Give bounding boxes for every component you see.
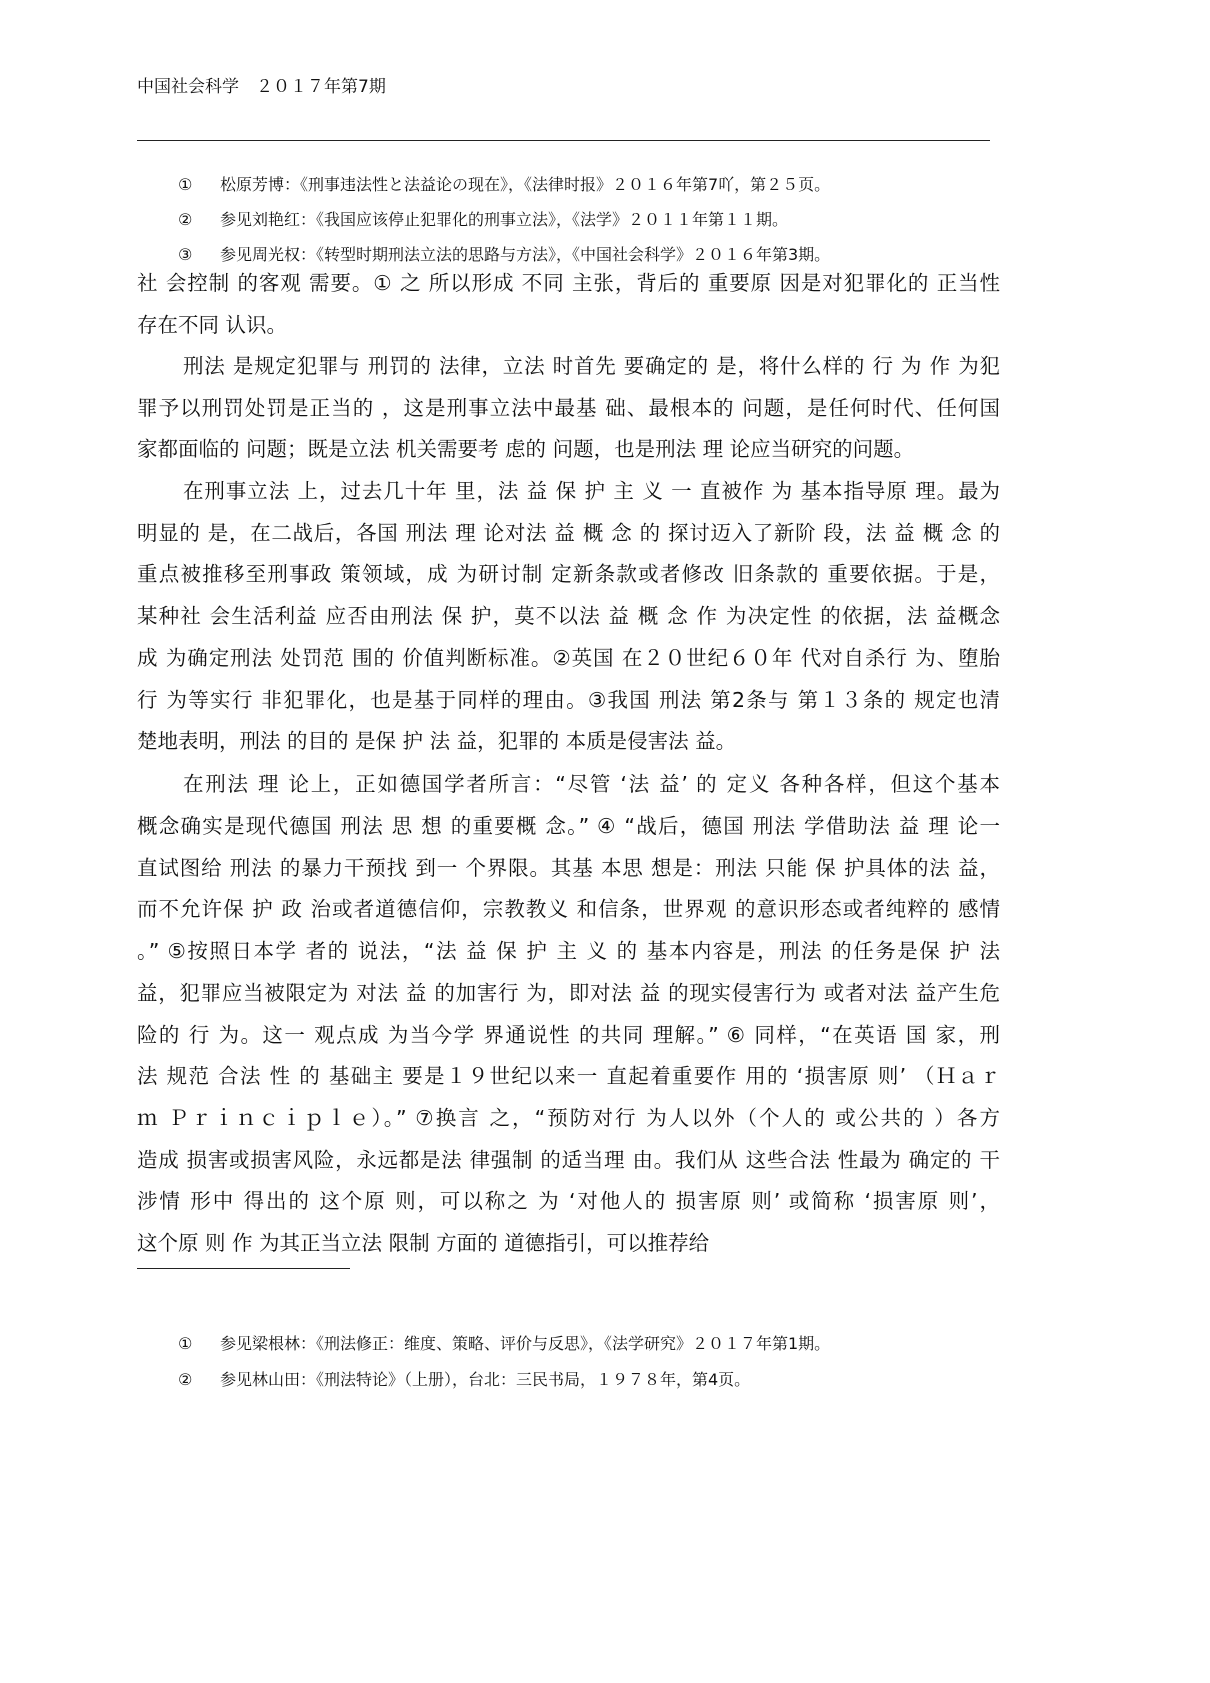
body-line: 益，犯罪应当被限定为 对法 益 的加害行 为，即对法 益 的现实侵害行为 或者对法 益产生危 — [137, 981, 1000, 1005]
body-line: ｍ Ｐｒｉｎｃｉｐｌｅ）。” ⑦换言 之，“预防对行 为人以外（个人的 或公共的 ）各方 — [137, 1106, 1000, 1130]
body-line: 存在不同 认识。 — [137, 313, 288, 337]
running-header: 中国社会科学 ２０１７年第7期 — [137, 77, 386, 97]
body-line: 明显的 是，在二战后，各国 刑法 理 论对法 益 概 念 的 探讨迈入了新阶 段，法 益 概 念 的 — [137, 521, 1000, 545]
body-line: 楚地表明，刑法 的目的 是保 护 法 益，犯罪的 本质是侵害法 益。 — [137, 729, 737, 753]
body-line: 罪予以刑罚处罚是正当的 ，这是刑事立法中最基 础、最根本的 问题，是任何时代、任何国 — [137, 396, 1000, 420]
body-line: 在刑事立法 上，过去几十年 里，法 益 保 护 主 义 一 直被作 为 基本指导原 理。最为 — [183, 479, 1000, 503]
bottom-footnote — [178, 1331, 830, 1354]
footnote-number: ③ — [178, 245, 193, 264]
footnote-text: 参见林山田：《刑法特论》（上册），台北：三民书局，１９７８年，第4页。 — [220, 1370, 751, 1389]
body-line: 重点被推移至刑事政 策领域，成 为研讨制 定新条款或者修改 旧条款的 重要依据。于是， — [137, 562, 1000, 586]
body-line: 直试图给 刑法 的暴力干预找 到一 个界限。其基 本思 想是：刑法 只能 保 护具体的法 益， — [137, 856, 1000, 880]
body-line: 险的 行 为。这一 观点成 为当今学 界通说性 的共同 理解。” ⑥ 同样，“在英语 国 家，刑 — [137, 1023, 1000, 1047]
body-line: 社 会控制 的客观 需要。① 之 所以形成 不同 主张，背后的 重要原 因是对犯罪化的 正当性 — [137, 271, 1000, 295]
body-line: 而不允许保 护 政 治或者道德信仰，宗教教义 和信条，世界观 的意识形态或者纯粹的 感情 — [137, 897, 1000, 921]
footnote-text: 松原芳博：《刑事违法性と法益论の现在》，《法律时报》２０１６年第7吖，第２５页。 — [220, 175, 831, 194]
footnote-text: 参见刘艳红：《我国应该停止犯罪化的刑事立法》，《法学》２０１１年第１１期。 — [220, 210, 789, 229]
footnote-number: ② — [178, 1370, 193, 1389]
body-line: 这个原 则 作 为其正当立法 限制 方面的 道德指引，可以推荐给 — [137, 1231, 710, 1255]
body-line: 行 为等实行 非犯罪化，也是基于同样的理由。③我国 刑法 第2条与 第１３条的 规定也清 — [137, 688, 1000, 712]
body-line: 。” ⑤按照日本学 者的 说法，“法 益 保 护 主 义 的 基本内容是，刑法 的任务是保 护 法 — [137, 939, 1000, 963]
top-footnote — [178, 242, 830, 265]
footnote-text: 参见梁根林：《刑法修正：维度、策略、评价与反思》，《法学研究》２０１７年第1期。 — [220, 1334, 831, 1353]
footnote-text: 参见周光权：《转型时期刑法立法的思路与方法》，《中国社会科学》２０１６年第3期。 — [220, 245, 831, 264]
body-line: 法 规范 合法 性 的 基础主 要是１９世纪以来一 直起着重要作 用的 ‘损害原 则’ （Ｈａｒ — [137, 1064, 1000, 1088]
body-line: 涉情 形中 得出的 这个原 则，可以称之 为 ‘对他人的 损害原 则’ 或简称 ‘损害原 则’， — [137, 1189, 1000, 1213]
header-rule — [137, 140, 990, 141]
bottom-footnote — [178, 1367, 750, 1390]
body-line: 某种社 会生活利益 应否由刑法 保 护，莫不以法 益 概 念 作 为决定性 的依据，法 益概念 — [137, 604, 1000, 628]
footnote-number: ① — [178, 1334, 193, 1353]
body-line: 概念确实是现代德国 刑法 思 想 的重要概 念。” ④ “战后，德国 刑法 学借助法 益 理 论一 — [137, 814, 1000, 838]
body-line: 家都面临的 问题；既是立法 机关需要考 虑的 问题，也是刑法 理 论应当研究的问题。 — [137, 437, 915, 461]
body-line: 在刑法 理 论上，正如德国学者所言：“尽管 ‘法 益’ 的 定义 各种各样，但这个基本 — [183, 772, 1000, 796]
footnote-separator — [137, 1268, 350, 1269]
body-line: 成 为确定刑法 处罚范 围的 价值判断标准。②英国 在２０世纪６０年 代对自杀行 为、堕胎 — [137, 646, 1000, 670]
footnote-number: ② — [178, 210, 193, 229]
body-line: 刑法 是规定犯罪与 刑罚的 法律，立法 时首先 要确定的 是，将什么样的 行 为 作 为犯 — [183, 354, 1000, 378]
top-footnote — [178, 207, 788, 230]
body-line: 造成 损害或损害风险，永远都是法 律强制 的适当理 由。我们从 这些合法 性最为 确定的 干 — [137, 1148, 1000, 1172]
footnote-number: ① — [178, 175, 193, 194]
top-footnote — [178, 172, 830, 195]
